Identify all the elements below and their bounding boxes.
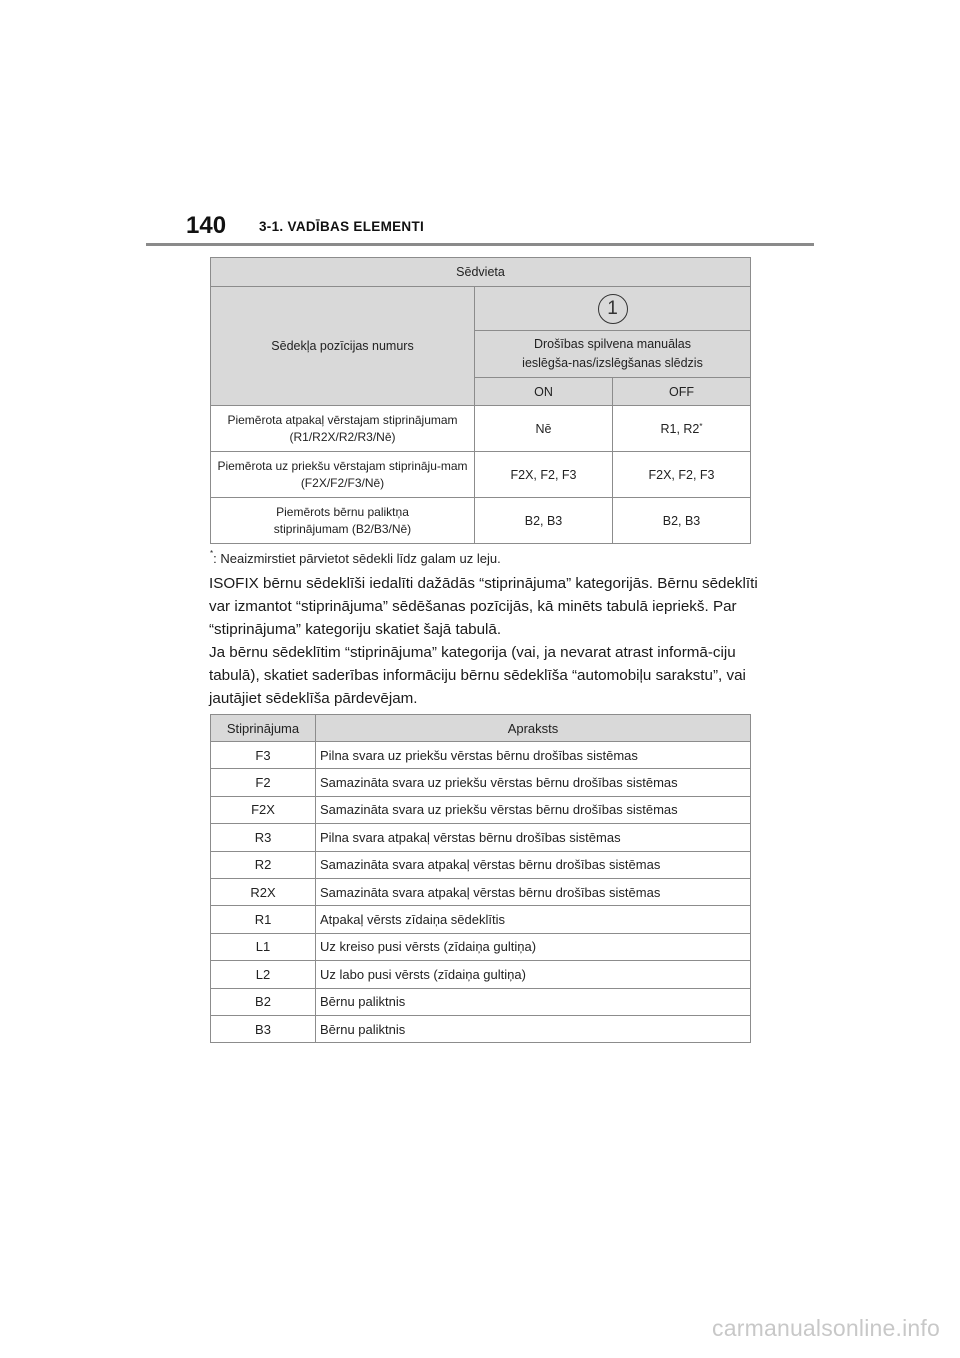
fixture-description: Samazināta svara uz priekšu vērstas bērnu drošības sistēmas — [316, 796, 751, 823]
on-column-header: ON — [475, 378, 613, 406]
body-text — [209, 572, 769, 710]
paragraph-1: ISOFIX bērnu sēdeklīši iedalīti dažādās “stiprinājuma” kategorijās. Bērnu sēdeklīti var izmantot “stiprinājuma” sēdēšanas pozīcijās, kā minēts tabulā iepriekš. Par “stiprinājuma” kategoriju skatiet šajā tabulā. — [209, 575, 758, 638]
fixture-column-header: Stiprinājuma — [211, 715, 316, 742]
header-divider — [146, 243, 814, 246]
fixture-code: F2X — [211, 796, 316, 823]
fixture-description: Atpakaļ vērsts zīdaiņa sēdeklītis — [316, 906, 751, 933]
fixture-description: Bērnu paliktnis — [316, 988, 751, 1015]
airbag-switch-header: Drošības spilvena manuālas ieslēgša-nas/izslēgšanas slēdzis — [475, 331, 751, 378]
table-row — [211, 824, 751, 851]
row-label: Piemērota uz priekšu vērstajam stiprināju-mam (F2X/F2/F3/Nē) — [211, 452, 475, 498]
fixture-code: B3 — [211, 1015, 316, 1042]
page-number: 140 — [186, 212, 227, 239]
off-value — [613, 406, 751, 452]
row-label: Piemērota atpakaļ vērstajam stiprinājumam (R1/R2X/R2/R3/Nē) — [211, 406, 475, 452]
section-title: 3-1. VADĪBAS ELEMENTI — [259, 219, 425, 234]
fixture-code: R3 — [211, 824, 316, 851]
fixture-code: R2 — [211, 851, 316, 878]
fixture-description: Pilna svara atpakaļ vērstas bērnu drošības sistēmas — [316, 824, 751, 851]
fixture-code: R1 — [211, 906, 316, 933]
fixture-code: R2X — [211, 878, 316, 905]
watermark: carmanualsonline.info — [712, 1315, 940, 1341]
table-row — [211, 933, 751, 960]
seat-position-table — [210, 257, 751, 544]
on-value: Nē — [475, 406, 613, 452]
on-value: F2X, F2, F3 — [475, 452, 613, 498]
off-value: F2X, F2, F3 — [613, 452, 751, 498]
table-row — [211, 988, 751, 1015]
table-row — [211, 961, 751, 988]
table-row — [211, 769, 751, 796]
fixture-description: Pilna svara uz priekšu vērstas bērnu drošības sistēmas — [316, 742, 751, 769]
on-value: B2, B3 — [475, 498, 613, 544]
table-row — [211, 851, 751, 878]
position-number-badge: 1 — [598, 294, 628, 324]
seat-header: Sēdvieta — [211, 258, 751, 287]
table-row — [211, 878, 751, 905]
row-label: Piemērots bērnu paliktņa stiprinājumam (B2/B3/Nē) — [211, 498, 475, 544]
table-row — [211, 498, 751, 544]
fixture-description: Uz labo pusi vērsts (zīdaiņa gultiņa) — [316, 961, 751, 988]
fixture-code: B2 — [211, 988, 316, 1015]
footnote — [210, 551, 501, 566]
fixture-code: L2 — [211, 961, 316, 988]
table-row — [211, 906, 751, 933]
paragraph-2: Ja bērnu sēdeklītim “stiprinājuma” kategorija (vai, ja nevarat atrast informā-ciju tabulā), skatiet saderības informāciju bērnu sēdeklīša “automobiļu sarakstu”, vai jautājiet sēdeklīša pārdevējam. — [209, 644, 746, 707]
position-number-header: Sēdekļa pozīcijas numurs — [211, 287, 475, 406]
off-value: B2, B3 — [613, 498, 751, 544]
fixture-description: Uz kreiso pusi vērsts (zīdaiņa gultiņa) — [316, 933, 751, 960]
fixture-description: Samazināta svara atpakaļ vērstas bērnu drošības sistēmas — [316, 878, 751, 905]
fixture-code: F2 — [211, 769, 316, 796]
footnote-mark: * — [699, 421, 703, 431]
footnote-mark: * — [210, 549, 214, 558]
table-row — [211, 1015, 751, 1042]
table-row — [211, 406, 751, 452]
table-row — [211, 742, 751, 769]
off-value-text: R1, R2 — [660, 421, 700, 436]
description-column-header: Apraksts — [316, 715, 751, 742]
fixture-description: Bērnu paliktnis — [316, 1015, 751, 1042]
seat-position-cell — [475, 287, 751, 331]
off-column-header: OFF — [613, 378, 751, 406]
fixture-description: Samazināta svara atpakaļ vērstas bērnu drošības sistēmas — [316, 851, 751, 878]
table-row — [211, 796, 751, 823]
fixture-description: Samazināta svara uz priekšu vērstas bērnu drošības sistēmas — [316, 769, 751, 796]
fixture-code: L1 — [211, 933, 316, 960]
table-row — [211, 452, 751, 498]
fixture-code: F3 — [211, 742, 316, 769]
footnote-text: : Neaizmirstiet pārvietot sēdekli līdz galam uz leju. — [213, 551, 501, 566]
fixture-category-table — [210, 714, 751, 1043]
